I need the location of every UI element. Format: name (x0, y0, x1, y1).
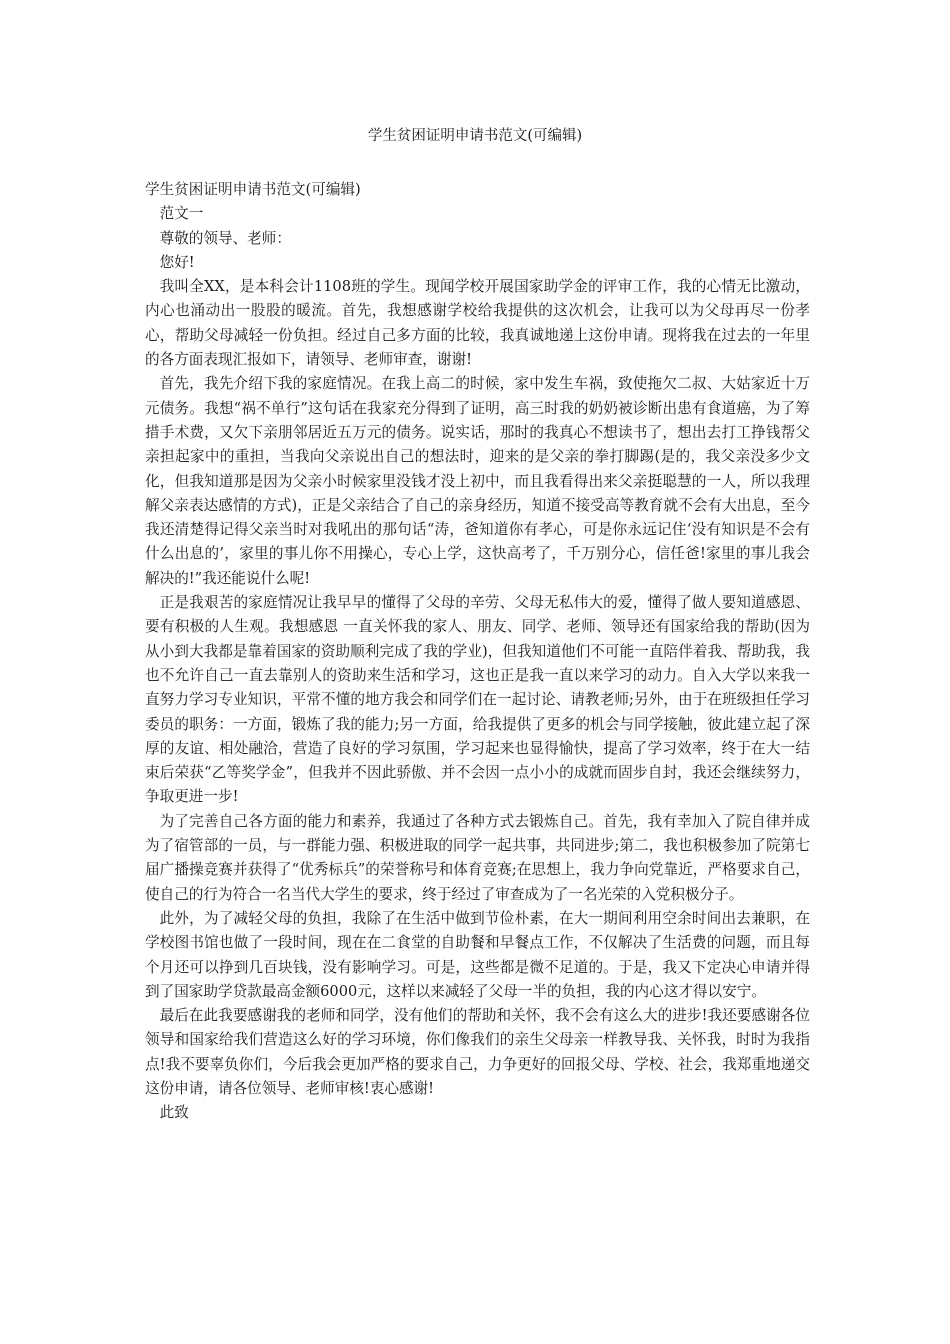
greeting: 您好! (159, 253, 195, 271)
closing: 此致 (159, 1104, 189, 1122)
paragraph-family-situation: 首先，我先介绍下我的家庭情况。在我上高二的时候，家中发生车祸，致使拖欠二叔、大姑家近十万元债务。我想“祸不单行”这句话在我家充分得到了证明，高三时我的奶奶被诊断出患有食道癌，为了筹措手术费，又欠下亲朋邻居近五万元的债务。说实话，那时的我真心不想读书了，想出去打工挣钱帮父亲担起家中的重担，当我向父亲说出自己的想法时，迎来的是父亲的拳打脚踢(是的，我父亲没多少文化，但我知道那是因为父亲小时候家里没钱才没上初中，而且我看得出来父亲挺聪慧的一人，所以我理解父亲表达感情的方式)，正是父亲结合了自己的亲身经历，知道不接受高等教育就不会有大出息，至今我还清楚得记得父亲当时对我吼出的那句话“涛，爸知道你有孝心，可是你永远记住‘没有知识是不会有什么出息的’，家里的事儿你不用操心，专心上学，这快高考了，千万别分心，信任爸!家里的事儿我会解决的!”我还能说什么呢! (145, 375, 810, 587)
paragraph-self-improvement: 为了完善自己各方面的能力和素养，我通过了各种方式去锻炼自己。首先，我有幸加入了院自律并成为了宿管部的一员，与一群能力强、积极进取的同学一起共事，共同进步;第二，我也积极参加了院第七届广播操竞赛并获得了“优秀标兵”的荣誉称号和体育竞赛;在思想上，我力争向党靠近，严格要求自己，使自己的行为符合一名当代大学生的要求，终于经过了审查成为了一名光荣的入党积极分子。 (145, 812, 810, 903)
section-label: 范文一 (159, 205, 204, 223)
paragraph-introduction: 我叫全XX，是本科会计1108班的学生。现闻学校开展国家助学金的评审工作，我的心情无比激动，内心也涌动出一股股的暖流。首先，我想感谢学校给我提供的这次机会，让我可以为父母再尽一份孝心，帮助父母减轻一份负担。经过自己多方面的比较，我真诚地递上这份申请。现将我在过去的一年里的各方面表现汇报如下，请领导、老师审查，谢谢! (145, 278, 810, 369)
paragraph-thanks: 最后在此我要感谢我的老师和同学，没有他们的帮助和关怀，我不会有这么大的进步!我还要感谢各位领导和国家给我们营造这么好的学习环境，你们像我们的亲生父母亲一样教导我、关怀我，时时为我指点!我不要辜负你们，今后我会更加严格的要求自己，力争更好的回报父母、学校、社会，我郑重地递交这份申请，请各位领导、老师审核!衷心感谢! (145, 1007, 810, 1097)
paragraph-part-time-work: 此外，为了减轻父母的负担，我除了在生活中做到节俭朴素，在大一期间利用空余时间出去兼职，在学校图书馆也做了一段时间，现在在二食堂的自助餐和早餐点工作，不仅解决了生活费的问题，而且每个月还可以挣到几百块钱，没有影响学习。可是，这些都是微不足道的。于是，我又下定决心申请并得到了国家助学贷款最高金额6000元，这样以来减轻了父母一半的负担，我的内心这才得以安宁。 (145, 909, 810, 1000)
document-subtitle: 学生贫困证明申请书范文(可编辑) (145, 181, 361, 198)
paragraph-study-attitude: 正是我艰苦的家庭情况让我早早的懂得了父母的辛劳、父母无私伟大的爱，懂得了做人要知道感恩、要有积极的人生观。我想感恩 一直关怀我的家人、朋友、同学、老师、领导还有国家给我的帮助(因为从小到大我都是靠着国家的资助顺利完成了我的学业)，但我知道他们不可能一直陪伴着我、帮助我，我也不允许自己一直去靠别人的资助来生活和学习，这也正是我一直以来学习的动力。自入大学以来我一直努力学习专业知识，平常不懂的地方我会和同学们在一起讨论、请教老师;另外，由于在班级担任学习委员的职务：一方面，锻炼了我的能力;另一方面，给我提供了更多的机会与同学接触，彼此建立起了深厚的友谊、相处融洽，营造了良好的学习氛围，学习起来也显得愉快，提高了学习效率，终于在大一结束后荣获“乙等奖学金”，但我并不因此骄傲、并不会因一点小小的成就而固步自封，我还会继续努力，争取更进一步! (145, 594, 810, 806)
document-body (145, 178, 810, 1126)
salutation: 尊敬的领导、老师： (159, 229, 291, 247)
document-title: 学生贫困证明申请书范文(可编辑) (367, 128, 583, 144)
